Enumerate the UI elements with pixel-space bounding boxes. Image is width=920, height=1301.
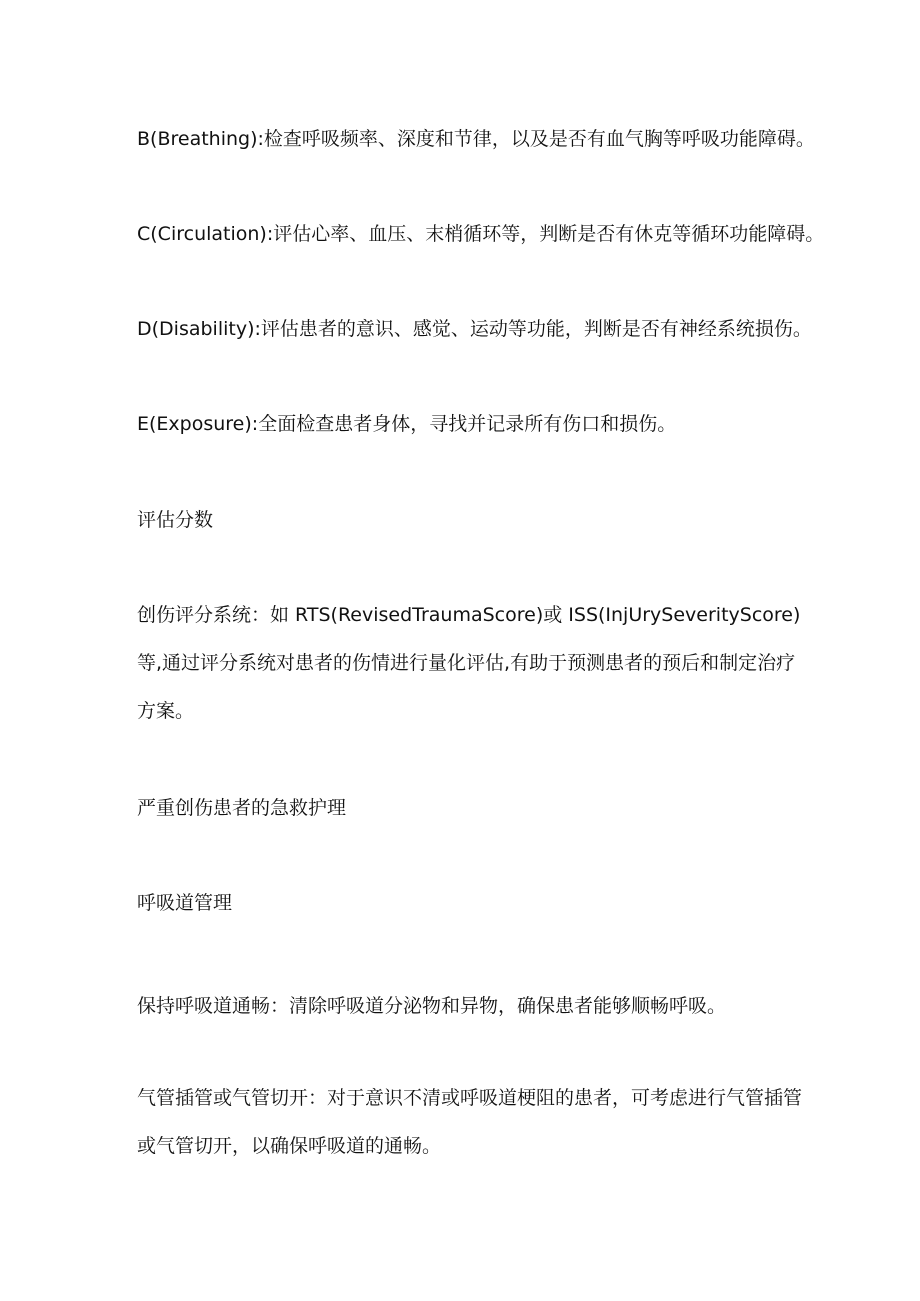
intubation-line-2: 或气管切开，以确保呼吸道的通畅。 (137, 1135, 442, 1157)
heading-airway-management: 呼吸道管理 (137, 892, 233, 914)
scoring-system-line-1: 创伤评分系统：如 RTS(RevisedTraumaScore)或 ISS(InjUrySeverityScore) (137, 604, 801, 626)
intubation-line-1: 气管插管或气管切开：对于意识不清或呼吸道梗阻的患者，可考虑进行气管插管 (137, 1087, 803, 1109)
paragraph-circulation: C(Circulation):评估心率、血压、末梢循环等，判断是否有休克等循环功能障碍。 (137, 223, 825, 245)
paragraph-disability: D(Disability):评估患者的意识、感觉、运动等功能，判断是否有神经系统损伤。 (137, 318, 812, 340)
paragraph-intubation (137, 1074, 803, 1170)
scoring-system-line-3: 方案。 (137, 700, 195, 722)
paragraph-keep-airway: 保持呼吸道通畅：清除呼吸道分泌物和异物，确保患者能够顺畅呼吸。 (137, 995, 727, 1017)
scoring-system-line-2: 等,通过评分系统对患者的伤情进行量化评估,有助于预测患者的预后和制定治疗 (137, 652, 796, 674)
heading-emergency-care: 严重创伤患者的急救护理 (137, 797, 347, 819)
paragraph-exposure: E(Exposure):全面检查患者身体，寻找并记录所有伤口和损伤。 (137, 413, 677, 435)
heading-score: 评估分数 (137, 509, 214, 531)
paragraph-breathing: B(Breathing):检查呼吸频率、深度和节律，以及是否有血气胸等呼吸功能障碍。 (137, 128, 815, 150)
paragraph-scoring-system (137, 591, 801, 735)
